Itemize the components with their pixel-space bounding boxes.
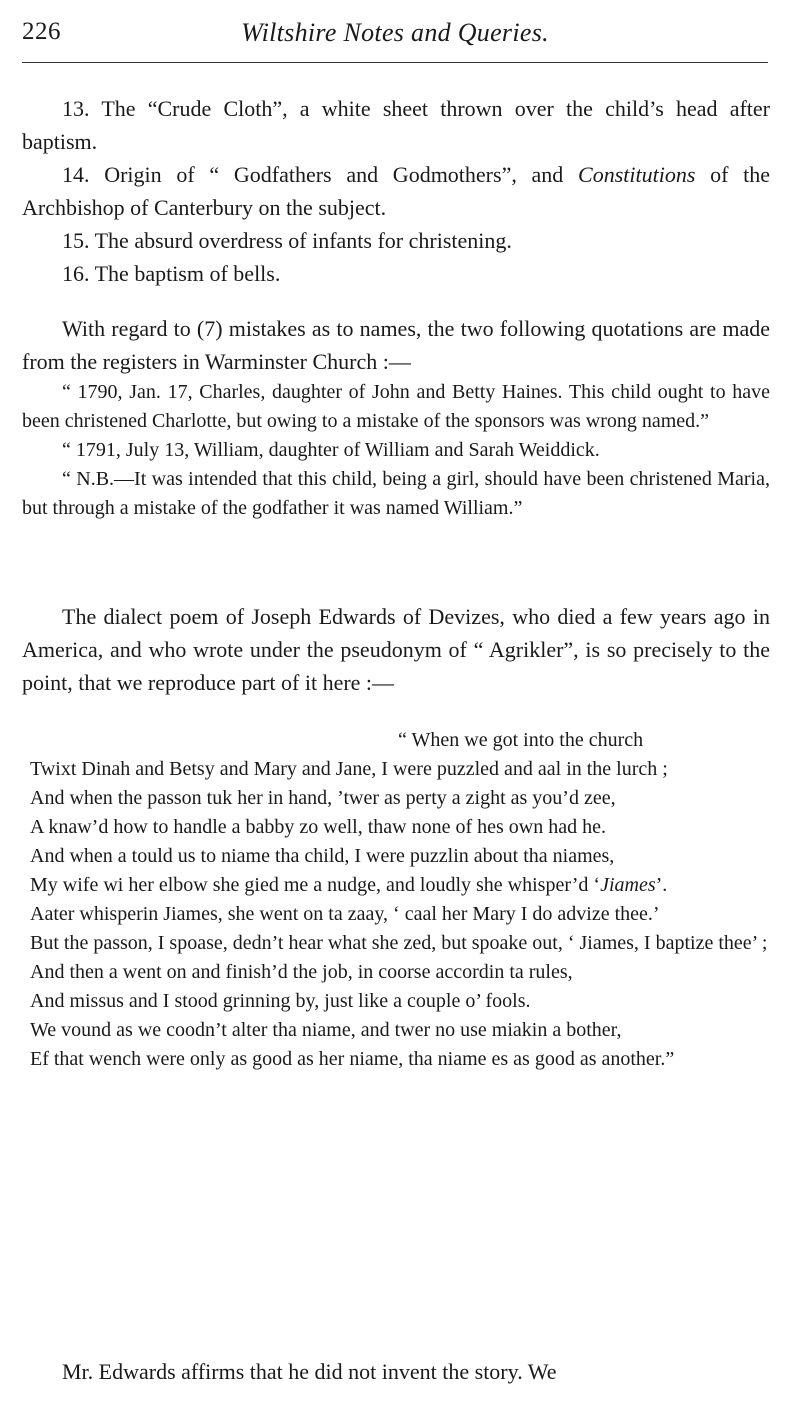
register-quote: “ 1790, Jan. 17, Charles, daughter of John and Betty Haines. This child ought to have been christened Charlotte, but owing to a mistake of the sponsors was wrong named.” xyxy=(22,381,770,432)
poem-text: My wife wi her elbow she gied me a nudge, and loudly she whisper’d ‘ xyxy=(30,874,601,896)
list-item xyxy=(22,92,770,158)
list-item xyxy=(22,224,770,257)
poem-text: ’. xyxy=(655,874,668,896)
poem-italic-text: Jiames xyxy=(600,874,656,896)
item-number: 16. xyxy=(62,261,90,286)
poem-line: A knaw’d how to handle a babby zo well, thaw none of hes own had he. xyxy=(30,816,606,838)
poem-line: And when a tould us to niame tha child, I were puzzlin about tha niames, xyxy=(30,845,615,867)
page-number: 226 xyxy=(22,18,61,45)
intro-paragraph-block xyxy=(22,312,770,378)
poem-line: We vound as we coodn’t alter tha niame, and twer no use miakin a bother, xyxy=(30,1019,622,1041)
poem-line: And then a went on and finish’d the job, in coorse accordin ta rules, xyxy=(30,961,573,983)
list-item xyxy=(22,257,770,290)
poem-line: Aater whisperin Jiames, she went on ta zaay, ‘ caal her Mary I do advize thee.’ xyxy=(30,903,660,925)
poem-line: Twixt Dinah and Betsy and Mary and Jane, I were puzzled and aal in the lurch ; xyxy=(30,758,668,780)
poem-intro-block xyxy=(22,600,770,699)
register-quote: “ N.B.—It was intended that this child, being a girl, should have been christened Maria, but through a mistake of the godfather it was named William.” xyxy=(22,468,770,519)
poem-line: And when the passon tuk her in hand, ’twer as perty a zight as you’d zee, xyxy=(30,787,616,809)
item-text: The baptism of bells. xyxy=(94,261,281,286)
poem-line: Ef that wench were only as good as her niame, tha niame es as good as another.” xyxy=(30,1048,675,1070)
poem-line: But the passon, I spoase, dedn’t hear what she zed, but spoake out, ‘ Jiames, I baptize thee’ ; xyxy=(30,932,768,954)
list-item xyxy=(22,158,770,224)
register-quote: “ 1791, July 13, William, daughter of William and Sarah Weiddick. xyxy=(62,439,600,461)
numbered-list xyxy=(22,92,770,290)
page-header xyxy=(22,14,768,54)
item-number: 15. xyxy=(62,228,90,253)
poem-line: “ When we got into the church xyxy=(398,729,644,751)
item-text: The “Crude Cloth”, a white sheet thrown over the child’s head after baptism. xyxy=(22,96,770,154)
item-number: 14. xyxy=(62,162,90,187)
header-rule xyxy=(22,62,768,63)
intro-paragraph: With regard to (7) mistakes as to names, the two following quotations are made from the registers in Warminster Church :— xyxy=(22,316,770,374)
item-text: of the Archbishop of Canterbury on the subject. xyxy=(22,162,770,220)
item-text: The absurd overdress of infants for christening. xyxy=(94,228,512,253)
item-number: 13. xyxy=(62,96,90,121)
poem-line xyxy=(30,871,778,900)
closing-paragraph: Mr. Edwards affirms that he did not invent the story. We xyxy=(62,1359,557,1384)
dialect-poem xyxy=(30,726,778,1074)
poem-line: And missus and I stood grinning by, just like a couple o’ fools. xyxy=(30,990,531,1012)
item-italic-text: Constitutions xyxy=(578,162,696,187)
closing-paragraph-block xyxy=(22,1355,770,1388)
poem-intro-paragraph: The dialect poem of Joseph Edwards of Devizes, who died a few years ago in America, and who wrote under the pseudonym of “ Agrikler”, is so precisely to the point, that we reproduce part of it here :— xyxy=(22,604,770,695)
running-title: Wiltshire Notes and Queries. xyxy=(241,18,549,47)
register-quotes xyxy=(22,378,770,523)
item-text: Origin of “ Godfathers and Godmothers”, and xyxy=(104,162,579,187)
